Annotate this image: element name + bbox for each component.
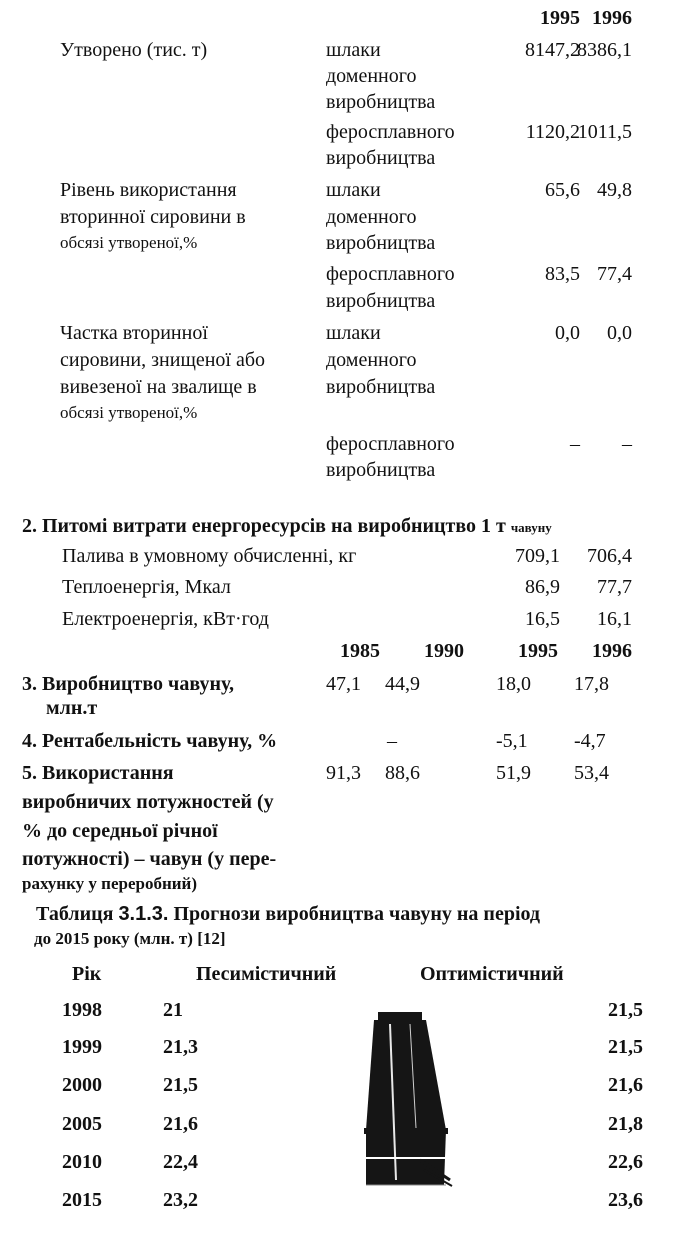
row-type-line: виробництва [326, 147, 436, 169]
forecast-pessimistic: 21,6 [163, 1113, 198, 1135]
column-header-year: Рік [72, 963, 102, 985]
row-type-line: виробництва [326, 232, 436, 254]
table-caption-rest: Прогнози виробництва чавуну на період [173, 903, 541, 925]
value-1995: 1120,2 [525, 121, 580, 143]
forecast-year: 2005 [62, 1113, 102, 1135]
row-label-line: Утворено (тис. т) [60, 39, 208, 61]
forecast-pessimistic: 21,3 [163, 1036, 198, 1058]
section-5-title-line: потужності) – чавун (у пере- [22, 848, 277, 870]
row-type-line: виробництва [326, 290, 436, 312]
value-1996: 1011,5 [577, 121, 632, 143]
forecast-pessimistic: 21 [163, 999, 183, 1021]
forecast-optimistic: 21,8 [608, 1113, 643, 1135]
row-type-line: виробництва [326, 459, 436, 481]
energy-row-label: Теплоенергія, Мкал [62, 576, 231, 598]
energy-row-label: Палива в умовному обчисленні, кг [62, 545, 357, 567]
section-5-title: 5. Використання [22, 762, 174, 784]
forecast-optimistic: 21,6 [608, 1074, 643, 1096]
row-type-line: доменного [326, 349, 417, 371]
profitability-value: – [387, 730, 397, 752]
profitability-value: -5,1 [496, 730, 528, 752]
row-label-line: вивезеної на звалище в [60, 376, 257, 398]
forecast-optimistic: 23,6 [608, 1189, 643, 1211]
row-type-line: шлаки [326, 179, 381, 201]
capacity-value: 51,9 [496, 762, 531, 784]
energy-value-1996: 77,7 [597, 576, 632, 598]
value-1996: 0,0 [607, 322, 632, 344]
table-caption-number: 3.1.3. [118, 903, 169, 925]
value-1995: 8147,2 [525, 39, 580, 61]
forecast-year: 1999 [62, 1036, 102, 1058]
section-3-title: 3. Виробництво чавуну, [22, 673, 234, 695]
section-4-title: 4. Рентабельність чавуну, % [22, 730, 278, 752]
section-5-title-line: % до середньої річної [22, 820, 218, 842]
row-label-line: сировини, знищеної або [60, 349, 266, 371]
energy-value-1995: 16,5 [525, 608, 560, 630]
energy-row-label: Електроенергія, кВт·год [62, 608, 269, 630]
forecast-pessimistic: 22,4 [163, 1151, 198, 1173]
row-label-line: Рівень використання [60, 179, 237, 201]
header-year-1995: 1995 [540, 7, 580, 29]
value-1996: – [622, 433, 632, 455]
row-type-line: шлаки [326, 39, 381, 61]
row-label-line: обсязі утвореної,% [60, 403, 198, 422]
table-caption [36, 904, 540, 924]
forecast-year: 2010 [62, 1151, 102, 1173]
profitability-value: -4,7 [574, 730, 606, 752]
value-1996: 8386,1 [577, 39, 632, 61]
section-2-title-tail: чавуну [510, 520, 552, 535]
energy-value-1996: 706,4 [587, 545, 632, 567]
forecast-optimistic: 21,5 [608, 999, 643, 1021]
row-type-line: доменного [326, 206, 417, 228]
row-type-line: виробництва [326, 376, 436, 398]
section-2-title [22, 516, 552, 538]
value-1995: – [570, 433, 580, 455]
table-caption-line2: до 2015 року (млн. т) [12] [34, 929, 226, 948]
year-1990: 1990 [424, 640, 464, 662]
row-label-line: Частка вторинної [60, 322, 208, 344]
section-5-title-line: виробничих потужностей (у [22, 791, 274, 813]
value-1995: 0,0 [555, 322, 580, 344]
table-caption-prefix: Таблиця [36, 903, 114, 925]
column-header-pessimistic: Песимістичний [196, 963, 337, 985]
pig-iron-value: 47,1 [326, 673, 361, 695]
row-type-line: феросплавного [326, 433, 455, 455]
forecast-year: 2015 [62, 1189, 102, 1211]
section-2-title-main: 2. Питомі витрати енергоресурсів на виробництво 1 т [22, 515, 506, 537]
section-5-title-line: рахунку у переробний) [22, 874, 197, 893]
capacity-value: 91,3 [326, 762, 361, 784]
energy-value-1996: 16,1 [597, 608, 632, 630]
year-1996: 1996 [592, 640, 632, 662]
pig-iron-value: 18,0 [496, 673, 531, 695]
capacity-value: 88,6 [385, 762, 420, 784]
year-1985: 1985 [340, 640, 380, 662]
forecast-optimistic: 22,6 [608, 1151, 643, 1173]
row-type-line: доменного [326, 65, 417, 87]
pig-iron-value: 17,8 [574, 673, 609, 695]
row-type-line: виробництва [326, 91, 436, 113]
capacity-value: 53,4 [574, 762, 609, 784]
value-1996: 49,8 [597, 179, 632, 201]
row-label-line: вторинної сировини в [60, 206, 246, 228]
value-1995: 83,5 [545, 263, 580, 285]
column-header-optimistic: Оптимістичний [420, 963, 564, 985]
forecast-pessimistic: 23,2 [163, 1189, 198, 1211]
blast-furnace-icon [360, 1010, 460, 1200]
forecast-year: 1998 [62, 999, 102, 1021]
value-1996: 77,4 [597, 263, 632, 285]
value-1995: 65,6 [545, 179, 580, 201]
energy-value-1995: 86,9 [525, 576, 560, 598]
forecast-year: 2000 [62, 1074, 102, 1096]
row-type-line: феросплавного [326, 263, 455, 285]
row-type-line: феросплавного [326, 121, 455, 143]
pig-iron-value: 44,9 [385, 673, 420, 695]
year-1995: 1995 [518, 640, 558, 662]
section-3-title-line: млн.т [46, 697, 98, 719]
header-year-1996: 1996 [592, 7, 632, 29]
row-label-line: обсязі утвореної,% [60, 233, 198, 252]
forecast-pessimistic: 21,5 [163, 1074, 198, 1096]
row-type-line: шлаки [326, 322, 381, 344]
forecast-optimistic: 21,5 [608, 1036, 643, 1058]
energy-value-1995: 709,1 [515, 545, 560, 567]
